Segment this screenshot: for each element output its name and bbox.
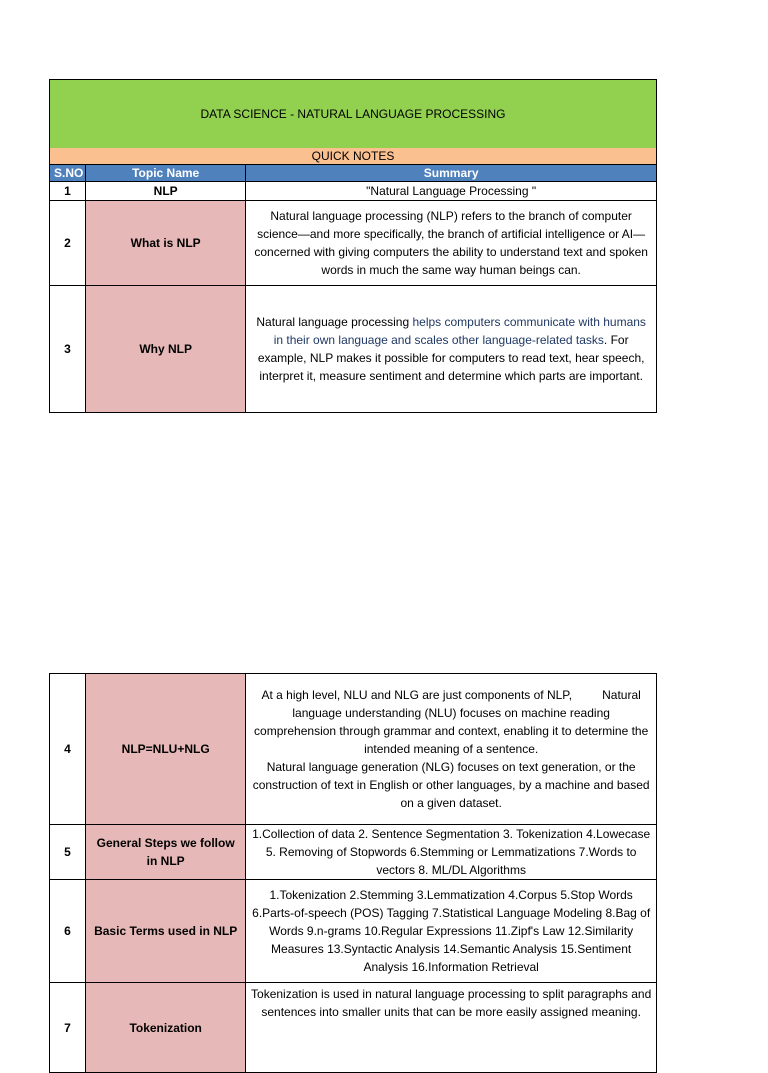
- summary-text: . For example, NLP makes it possible for computers to read text, hear speech, interpret it, measure sentiment and determine which parts are important.: [257, 333, 645, 383]
- row-summary: 1.Tokenization 2.Stemming 3.Lemmatization 4.Corpus 5.Stop Words 6.Parts-of-speech (POS) Tagging 7.Statistical Language Modeling 8.Bag of Words 9.n-grams 10.Regular Expressions 11.Zipf's Law 12.Similarity Measures 13.Syntactic Analysis 14.Semantic Analysis 15.Sentiment Analysis 16.Information Retrieval: [246, 880, 657, 983]
- header-sno: S.NO: [50, 165, 86, 182]
- row-topic: Tokenization: [86, 983, 246, 1073]
- row-topic: Why NLP: [86, 286, 246, 413]
- summary-text: Natural language generation (NLG) focuses on text generation, or the construction of text in English or other languages, by a machine and based on a given dataset.: [252, 760, 650, 810]
- row-topic: General Steps we follow in NLP: [86, 825, 246, 880]
- summary-text: At a high level, NLU and NLG are just components of NLP, Natural language understanding (NLU) focuses on machine reading comprehension through grammar and context, enabling it to determine the intended meaning of a sentence.: [254, 688, 652, 756]
- row-sno: 5: [50, 825, 86, 880]
- row-summary: Tokenization is used in natural language processing to split paragraphs and sentences into smaller units that can be more easily assigned meaning.: [246, 983, 657, 1073]
- header-topic: Topic Name: [86, 165, 246, 182]
- row-topic: Basic Terms used in NLP: [86, 880, 246, 983]
- table-row: [50, 201, 657, 286]
- summary-highlight: helps computers communicate with humans in their own language and scales other language-related tasks: [273, 315, 646, 347]
- table-row: [50, 983, 657, 1073]
- quick-notes-label: QUICK NOTES: [50, 148, 657, 165]
- row-sno: 3: [50, 286, 86, 413]
- row-sno: 7: [50, 983, 86, 1073]
- table-row: [50, 286, 657, 413]
- row-summary: 1.Collection of data 2. Sentence Segmentation 3. Tokenization 4.Lowecase 5. Removing of Stopwords 6.Stemming or Lemmatizations 7.Words to vectors 8. ML/DL Algorithms: [246, 825, 657, 880]
- quick-notes-row: [50, 148, 657, 165]
- row-summary: Natural language processing (NLP) refers to the branch of computer science—and more specifically, the branch of artificial intelligence or AI—concerned with giving computers the ability to understand text and spoken words in much the same way human beings can.: [246, 201, 657, 286]
- table-row: [50, 880, 657, 983]
- row-topic: NLP: [86, 182, 246, 201]
- row-sno: 1: [50, 182, 86, 201]
- row-summary: [246, 674, 657, 825]
- row-sno: 2: [50, 201, 86, 286]
- row-summary: [246, 286, 657, 413]
- table-row: [50, 674, 657, 825]
- row-summary: "Natural Language Processing ": [246, 182, 657, 201]
- table-header-row: [50, 165, 657, 182]
- row-sno: 6: [50, 880, 86, 983]
- document-title: DATA SCIENCE - NATURAL LANGUAGE PROCESSING: [50, 80, 657, 149]
- notes-table-bottom: [49, 673, 657, 1073]
- notes-table-top: [49, 79, 657, 413]
- summary-text: Natural language processing: [256, 315, 413, 329]
- table-row: [50, 182, 657, 201]
- header-summary: Summary: [246, 165, 657, 182]
- row-topic: What is NLP: [86, 201, 246, 286]
- row-topic: NLP=NLU+NLG: [86, 674, 246, 825]
- title-row: [50, 80, 657, 149]
- row-sno: 4: [50, 674, 86, 825]
- table-row: [50, 825, 657, 880]
